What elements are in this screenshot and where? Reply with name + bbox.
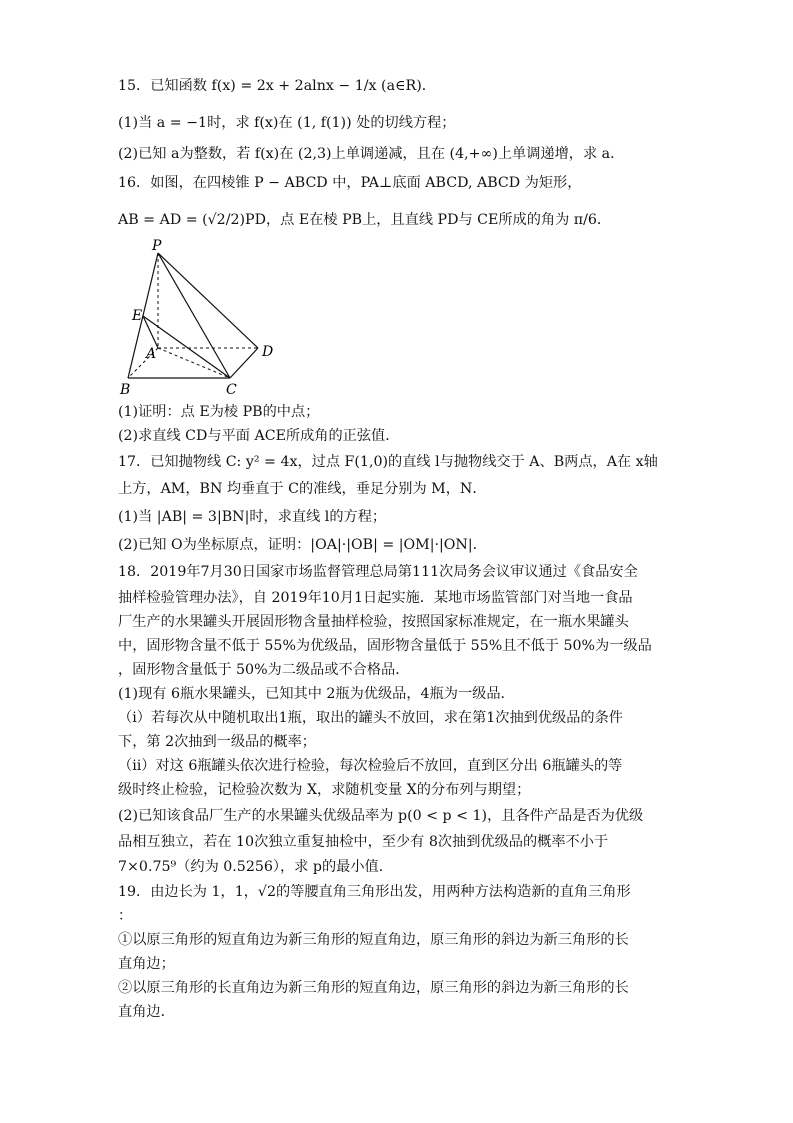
problem-18-line-2: 抽样检验管理办法》，自 2019年10月1日起实施．某地市场监管部门对当地一食品 <box>118 590 633 606</box>
problem-19-method-1: ①以原三角形的短直角边为新三角形的短直角边，原三角形的斜边为新三角形的长 <box>118 932 629 948</box>
problem-18-part-1-ii-cont: 级时终止检验，记检验次数为 X，求随机变量 X的分布列与期望； <box>118 782 531 798</box>
edge-CD <box>230 348 258 378</box>
problem-17: 17．已知抛物线 C: y² = 4x，过点 F(1,0)的直线 l与抛物线交于 A、B两点，A在 x轴 <box>118 454 658 470</box>
problem-19-method-2: ②以原三角形的长直角边为新三角形的短直角边，原三角形的斜边为新三角形的长 <box>118 980 629 996</box>
label-E: E <box>132 308 143 324</box>
label-P: P <box>152 238 162 254</box>
problem-19-method-2-cont: 直角边． <box>118 1004 175 1020</box>
edge-PC <box>158 253 230 378</box>
label-A: A <box>146 346 157 362</box>
problem-16-part-1: (1)证明：点 E为棱 PB的中点； <box>118 404 320 420</box>
problem-15: 15．已知函数 f(x) = 2x + 2alnx − 1/x (a∈R)． <box>118 78 436 94</box>
problem-18-line-4: 中，固形物含量不低于 55%为优级品，固形物含量低于 55%且不低于 50%为一级品 <box>118 638 652 654</box>
problem-17-cont: 上方，AM，BN 均垂直于 C的准线，垂足分别为 M，N． <box>118 481 487 497</box>
problem-18-part-2-cont-2: 7×0.75⁹（约为 0.5256），求 p的最小值． <box>118 859 393 875</box>
problem-19: 19．由边长为 1，1，√2的等腰直角三角形出发，用两种方法构造新的直角三角形 <box>118 884 631 900</box>
problem-18-part-1: (1)现有 6瓶水果罐头，已知其中 2瓶为优级品，4瓶为一级品． <box>118 686 515 702</box>
pyramid-figure <box>118 238 288 398</box>
problem-15-part-1: (1)当 a = −1时，求 f(x)在 (1, f(1)) 处的切线方程； <box>118 115 456 131</box>
problem-16-condition: AB = AD = (√2/2)PD，点 E在棱 PB上，且直线 PD与 CE所成的角为 π/6． <box>118 212 612 228</box>
problem-19-cont: ： <box>118 908 133 924</box>
problem-18-part-1-ii: （ⅱ）对这 6瓶罐头依次进行检验，每次检验后不放回，直到区分出 6瓶罐头的等 <box>118 758 623 774</box>
problem-16-part-2: (2)求直线 CD与平面 ACE所成角的正弦值． <box>118 428 400 444</box>
problem-18: 18．2019年7月30日国家市场监督管理总局第111次局务会议审议通过《食品安全 <box>118 564 638 580</box>
problem-16: 16．如图，在四棱锥 P − ABCD 中，PA⊥底面 ABCD, ABCD 为矩形， <box>118 175 582 191</box>
problem-17-part-1: (1)当 |AB| = 3|BN|时，求直线 l的方程； <box>118 509 387 525</box>
edge-PD <box>158 253 258 348</box>
label-C: C <box>226 382 237 398</box>
problem-18-part-1-i-cont: 下，第 2次抽到一级品的概率； <box>118 734 316 750</box>
label-B: B <box>120 382 131 398</box>
problem-18-part-2: (2)已知该食品厂生产的水果罐头优级品率为 p(0 < p < 1)，且各件产品是否为优级 <box>118 808 644 824</box>
problem-18-part-2-cont: 品相互独立，若在 10次独立重复抽检中，至少有 8次抽到优级品的概率不小于 <box>118 834 609 850</box>
problem-18-line-3: 厂生产的水果罐头开展固形物含量抽样检验，按照国家标准规定，在一瓶水果罐头 <box>118 614 629 630</box>
problem-15-part-2: (2)已知 a为整数，若 f(x)在 (2,3)上单调递减，且在 (4,+∞)上单调递增，求 a． <box>118 146 625 162</box>
problem-19-method-1-cont: 直角边； <box>118 956 175 972</box>
problem-17-part-2: (2)已知 O为坐标原点，证明：|OA|·|OB| = |OM|·|ON|． <box>118 537 487 553</box>
problem-18-line-5: ，固形物含量低于 50%为二级品或不合格品． <box>118 662 410 678</box>
label-D: D <box>262 344 274 360</box>
problem-18-part-1-i: （ⅰ）若每次从中随机取出1瓶，取出的罐头不放回，求在第1次抽到优级品的条件 <box>118 710 623 726</box>
